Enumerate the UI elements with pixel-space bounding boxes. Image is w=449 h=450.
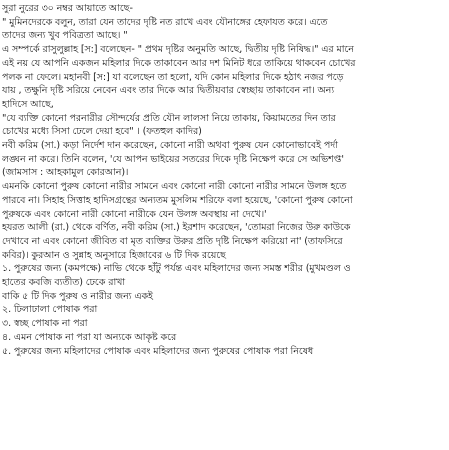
text-line: লঙ্ঘন না করে। তিনি বলেন, 'যে আপন ভাইয়ের সতরের দিকে দৃষ্টি নিক্ষেপ করে সে অভিশপ্ত'	[2, 153, 344, 165]
text-line: দেখাবে না এবং কোনো জীবিত বা মৃত ব্যক্তির উরুর প্রতি দৃষ্টি নিক্ষেপ করিয়ো না' (তাফসিরে	[2, 235, 343, 247]
text-line: "যে ব্যক্তি কোনো পরনারীর সৌন্দর্যের প্রতি যৌন লালসা নিয়ে তাকায়, কিয়ামতের দিন তার	[2, 112, 336, 124]
text-line: বাকি ৫ টি দিক পুরুষ ও নারীর জন্য একই	[2, 290, 153, 302]
text-line: পুরুষকে এবং কোনো নারী কোনো নারীকে যেন উলঙ্গ অবস্থায় না দেখে।'	[2, 208, 267, 220]
text-line: কবির)। কুরআন ও সুন্নাহ অনুসারে হিজাবের ৬ টি দিক রয়েছে	[2, 249, 226, 261]
text-line: সুরা নুরের ৩০ নম্বর আয়াতে আছে-	[2, 3, 133, 14]
text-line: চোখের মধ্যে সিসা ঢেলে দেয়া হবে" । (ফতহুল কাদির)	[2, 126, 202, 138]
text-line: " মুমিনদেরকে বলুন, তারা যেন তাদের দৃষ্টি নত রাখে এবং যৌনাঙ্গের হেফাযত করে। এতে	[2, 16, 328, 28]
text-line: এই নয় যে আপনি একজন মহিলার দিকে তাকাবেন আর দশ মিনিট ধরে তাকিয়ে থাকবেন চোখের	[2, 57, 356, 69]
list-item: ৪. এমন পোষাক না পরা যা অন্যকে আকৃষ্ট করে	[2, 331, 177, 343]
list-item: ৫. পুরুষের জন্য মহিলাদের পোষাক এবং মহিলাদের জন্য পুরুষের পোষাক পরা নিষেধ	[2, 345, 314, 357]
text-line: হাদিসে আছে,	[2, 98, 54, 110]
text-line: নবী করিম (সা.) কড়া নির্দেশ দান করেছেন, কোনো নারী অথবা পুরুষ যেন কোনোভাবেই পর্দা	[2, 140, 338, 152]
text-line: এ সম্পর্কে রাসুলুল্লাহ [স:] বলেছেন- " প্রথম দৃষ্টির অনুমতি আছে, দ্বিতীয় দৃষ্টি নিষিদ্ধ।" এর মানে	[2, 44, 354, 56]
text-line: এমনকি কোনো পুরুষ কোনো নারীর সামনে এবং কোনো নারী কোনো নারীর সামনে উলঙ্গ হতে	[2, 181, 347, 193]
text-line: পারবে না। সিহাহ সিত্তাহ হাদিসগ্রন্থের অন্যতম মুসলিম শরিফে বলা হয়েছে, 'কোনো পুরুষ কোনো	[2, 194, 353, 206]
text-line: (জামসাস : আহকামুল কোরআন)।	[2, 167, 129, 179]
text-line: হযরত আলী (রা.) থেকে বর্ণিত, নবী করিম (সা.) ইরশাদ করেছেন, 'তোমরা নিজের উরু কাউকে	[2, 222, 351, 234]
list-item: ১. পুরুষের জন্য (কমপক্ষে) নাভি থেকে হাঁটু পর্যন্ত এবং মহিলাদের জন্য সমস্ত শরীর (মুখমণ্ডল ও	[2, 263, 351, 275]
text-line: যায় , তক্ষুনি দৃষ্টি সরিয়ে নেবেন এবং তার দিকে আর দ্বিতীয়বার স্বেচ্ছায় তাকাবেন না। অন্য	[2, 85, 334, 97]
text-line: হাতের কবজি ব্যতীত) ঢেকে রাখা	[2, 277, 126, 289]
text-line: তাদের জন্য খুব পবিত্রতা আছে। "	[2, 30, 128, 42]
list-item: ২. ঢিলাঢালা পোষাক পরা	[2, 304, 98, 316]
list-item: ৩. স্বচ্ছ পোষাক না পরা	[2, 318, 88, 330]
text-line: পলক না ফেলে। মহানবী [স:] যা বলেছেন তা হলো, যদি কোন মহিলার দিকে হঠাৎ নজর পড়ে	[2, 71, 344, 83]
